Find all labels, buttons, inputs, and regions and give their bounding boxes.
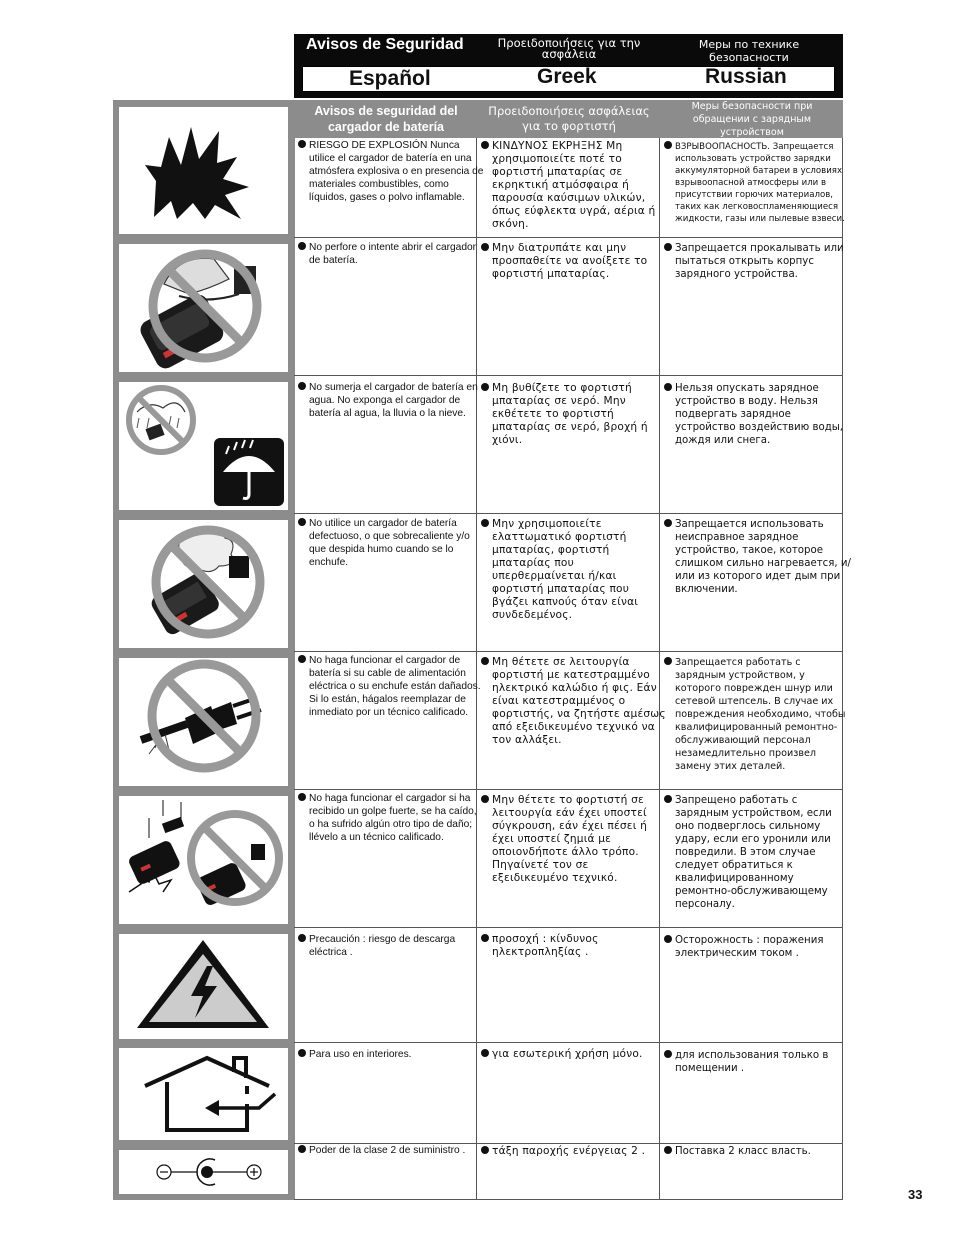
bullet — [481, 383, 489, 391]
dropped-charger-icon-cell — [119, 796, 288, 924]
bullet — [664, 383, 672, 391]
bullet — [298, 793, 306, 801]
bullet — [298, 382, 306, 390]
dc-polarity-icon — [119, 1150, 288, 1194]
row1-ru: ВЗРЫВООПАСНОСТЬ. Запрещается использовать устройство зарядки аккумуляторной батареи в условиях взрывоопасной атмосферы или в присутствии горючих материалов, таких как легковоспламеняющиеся жидкости, газы или пылевые взвеси. — [664, 141, 851, 225]
bullet — [481, 795, 489, 803]
row4-gr: Μην χρησιμοποιείτε ελαττωματικό φορτιστή μπαταρίας, φορτιστή μπαταρίας που υπερθερμαίνεται ή/και φορτιστή μπαταρίας που βγάζει καπνούς όταν είναι συνδεδεμένος. — [481, 518, 668, 622]
bullet — [298, 1145, 306, 1153]
explosion-icon — [119, 107, 288, 234]
no-damaged-charger-icon — [119, 796, 288, 924]
bullet — [298, 518, 306, 526]
row5-ru: Запрещается работать с зарядным устройством, у которого поврежден шнур или сетевой штепсель. В случае их повреждения необходимо, чтобы квалифицированный ремонтно-обслуживающий персонал незамедлительно произвел замену этих деталей. — [664, 656, 851, 773]
indoor-use-house-icon — [119, 1048, 288, 1140]
bullet — [664, 1050, 672, 1058]
row4-es: No utilice un cargador de batería defectuoso, o que sobrecaliente y/o que despida humo cuando se lo enchufe. — [298, 517, 485, 569]
bullet — [664, 795, 672, 803]
bullet — [664, 1146, 672, 1154]
table-header — [294, 100, 843, 138]
row5-es: No haga funcionar el cargador de batería si su cable de alimentación eléctrica o su enchufe están dañados. Si lo están, hágalos reemplazar de inmediato por un técnico calificado. — [298, 654, 485, 719]
row8-es: Para uso en interiores. — [298, 1048, 485, 1061]
row8-gr: για εσωτερική χρήση μόνο. — [481, 1048, 668, 1061]
bullet — [664, 519, 672, 527]
explosion-icon-cell — [119, 107, 288, 234]
damaged-cord-icon-cell — [119, 658, 288, 786]
row2-es: No perfore o intente abrir el cargador de batería. — [298, 241, 485, 267]
lang-spanish: Español — [349, 67, 431, 90]
row1-gr: ΚΙΝΔΥΝΟΣ ΕΚΡΗΞΗΣ Μη χρησιμοποιείτε ποτέ το φορτιστή μπαταρίας σε εκρηκτική ατμόσφαιρα ή παρουσία καύσιμων υλικών, όπως εύφλεκτα υγρά, αέρια ή σκόνη. — [481, 140, 668, 231]
row7-gr: προσοχή : κίνδυνος ηλεκτροπληξίας . — [481, 933, 668, 959]
lang-greek: Greek — [537, 65, 597, 88]
no-puncture-charger-icon — [119, 244, 288, 372]
bullet — [481, 243, 489, 251]
table-head-es: Avisos de seguridad del cargador de batería — [314, 104, 458, 134]
bullet — [298, 1049, 306, 1057]
row3-es: No sumerja el cargador de batería en agua. No exponga el cargador de batería al agua, la lluvia o la nieve. — [298, 381, 485, 420]
shock-warning-icon-cell — [119, 934, 288, 1039]
no-puncture-icon-cell — [119, 244, 288, 372]
row2-ru: Запрещается прокалывать или пытаться открыть корпус зарядного устройства. — [664, 242, 851, 281]
row4-ru: Запрещается использовать неисправное зарядное устройство, такое, которое слишком сильно нагревается, и/или из которого идет дым при включении. — [664, 518, 851, 596]
bullet — [298, 140, 306, 148]
row3-gr: Μη βυθίζετε το φορτιστή μπαταρίας σε νερό. Μην εκθέτετε το φορτιστή μπαταρίας σε νερό, βροχή ή χιόνι. — [481, 382, 668, 447]
bullet — [664, 935, 672, 943]
row9-gr: τάξη παροχής ενέργειας 2 . — [481, 1145, 668, 1158]
row-divider — [294, 237, 843, 238]
row-divider — [294, 1042, 843, 1043]
lang-russian: Russian — [705, 65, 787, 88]
damaged-plug-icon — [119, 658, 288, 786]
electric-shock-warning-icon — [119, 934, 288, 1039]
row6-es: No haga funcionar el cargador si ha recibido un golpe fuerte, se ha caído, o ha sufrido algún otro tipo de daño; llévelo a un técnico calificado. — [298, 792, 485, 844]
page-number: 33 — [908, 1187, 923, 1202]
row-divider — [294, 375, 843, 376]
bullet — [298, 655, 306, 663]
bullet — [298, 242, 306, 250]
row-divider — [294, 927, 843, 928]
bullet — [298, 934, 306, 942]
bullet — [481, 141, 489, 149]
no-smoking-charger-icon — [119, 520, 288, 648]
bullet — [481, 657, 489, 665]
no-water-icon — [119, 382, 288, 510]
table-head-gr: Προειδοποιήσεις ασφάλειας για το φορτιστή — [488, 104, 650, 133]
row7-es: Precaución : riesgo de descarga eléctrica . — [298, 933, 485, 959]
header-title-gr: Προειδοποιήσεις για την ασφάλεια — [497, 36, 641, 61]
row9-es: Poder de la clase 2 de suministro . — [298, 1144, 485, 1157]
bullet — [664, 243, 672, 251]
table-head-ru: Меры безопасности при обращении с зарядным устройством — [691, 100, 813, 138]
row9-ru: Поставка 2 класс власть. — [664, 1145, 851, 1158]
row2-gr: Μην διατρυπάτε και μην προσπαθείτε να ανοίξετε το φορτιστή μπαταρίας. — [481, 242, 668, 281]
bullet — [664, 141, 672, 149]
bullet — [481, 1049, 489, 1057]
row8-ru: для использования только в помещении . — [664, 1049, 851, 1075]
row5-gr: Μη θέτετε σε λειτουργία φορτιστή με κατεστραμμένο ηλεκτρικό καλώδιο ή φις. Εάν είναι κατεστραμμένος ο φορτιστής, να ζητήστε αμέσως από εξειδικευμένο τεχνικό να τον αλλάξει. — [481, 656, 668, 747]
row3-ru: Нельзя опускать зарядное устройство в воду. Нельзя подвергать зарядное устройство воздействию воды, дождя или снега. — [664, 382, 851, 447]
bullet — [481, 934, 489, 942]
table-bottom-border — [294, 1199, 843, 1200]
row1-es: RIESGO DE EXPLOSIÓN Nunca utilice el cargador de batería en una atmósfera explosiva o en presencia de materiales combustibles, como líquidos, gases o polvo inflamable. — [298, 139, 485, 204]
row-divider — [294, 651, 843, 652]
bullet — [664, 657, 672, 665]
row7-ru: Осторожность : поражения электрическим током . — [664, 934, 851, 960]
header-title-ru: Меры по технике безопасности — [698, 38, 800, 64]
no-water-icon-cell — [119, 382, 288, 510]
row6-ru: Запрещено работать с зарядным устройством, если оно подверглось сильному удару, если его уронили или повредили. В этом случае следует обратиться к квалифицированному ремонтно-обслуживающему персоналу. — [664, 794, 851, 911]
polarity-icon-cell — [119, 1150, 288, 1194]
header-title-es: Avisos de Seguridad — [306, 36, 464, 53]
bullet — [481, 519, 489, 527]
language-bar — [302, 66, 835, 92]
bullet — [481, 1146, 489, 1154]
row-divider — [294, 789, 843, 790]
row-divider — [294, 513, 843, 514]
indoor-use-icon-cell — [119, 1048, 288, 1140]
row6-gr: Μην θέτετε το φορτιστή σε λειτουργία εάν έχει υποστεί σύγκρουση, εάν έχει πέσει ή έχει υποστεί ζημιά με οποιονδήποτε άλλο τρόπο. Πηγαίνετέ τον σε εξειδικευμένο τεχνικό. — [481, 794, 668, 885]
no-defective-charger-icon-cell — [119, 520, 288, 648]
